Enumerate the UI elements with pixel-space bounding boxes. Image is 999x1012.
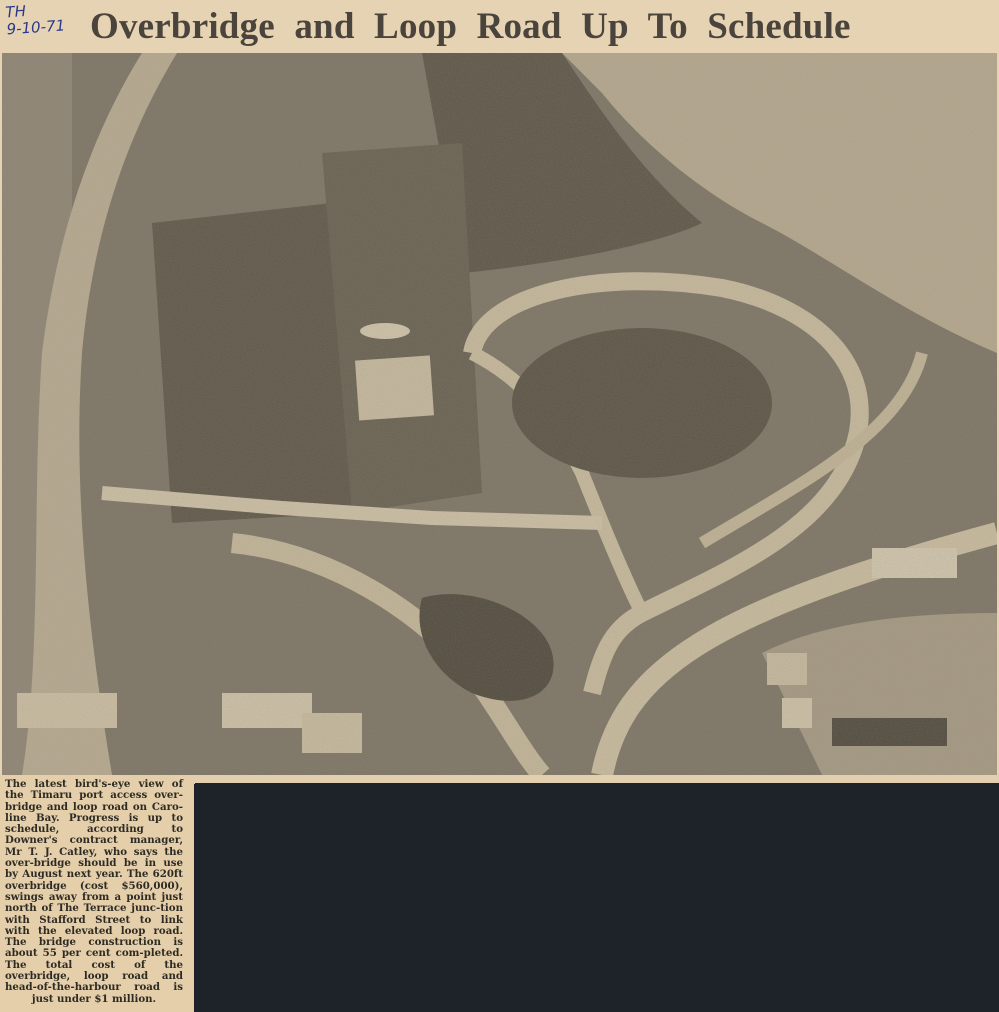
aerial-photo-icon [2,53,997,775]
handwritten-note-line2: 9-10-71 [6,16,66,39]
handwritten-date-note [5,0,77,38]
headline: Overbridge and Loop Road Up To Schedule [90,6,851,47]
handwritten-note-line1: TH [4,2,27,22]
photo-caption: The latest bird's-eye view of the Timaru port access over-bridge and loop road on Caro-line Bay. Progress is up to schedule, according to Downer's contract manager, Mr T. J. Catley, who says the over-bridge should be in use by August next year. The 620ft overbridge (cost $560,000), swings away from a point just north of The Terrace junc-tion with Stafford Street to link with the elevated loop road. The bridge construction is about 55 per cent com-pleted. The total cost of the overbridge, loop road and head-of-the-harbour road is just under $1 million. [5,778,183,1005]
scan-background [195,783,999,1012]
caption-column [0,775,194,1012]
aerial-photo [2,53,997,775]
